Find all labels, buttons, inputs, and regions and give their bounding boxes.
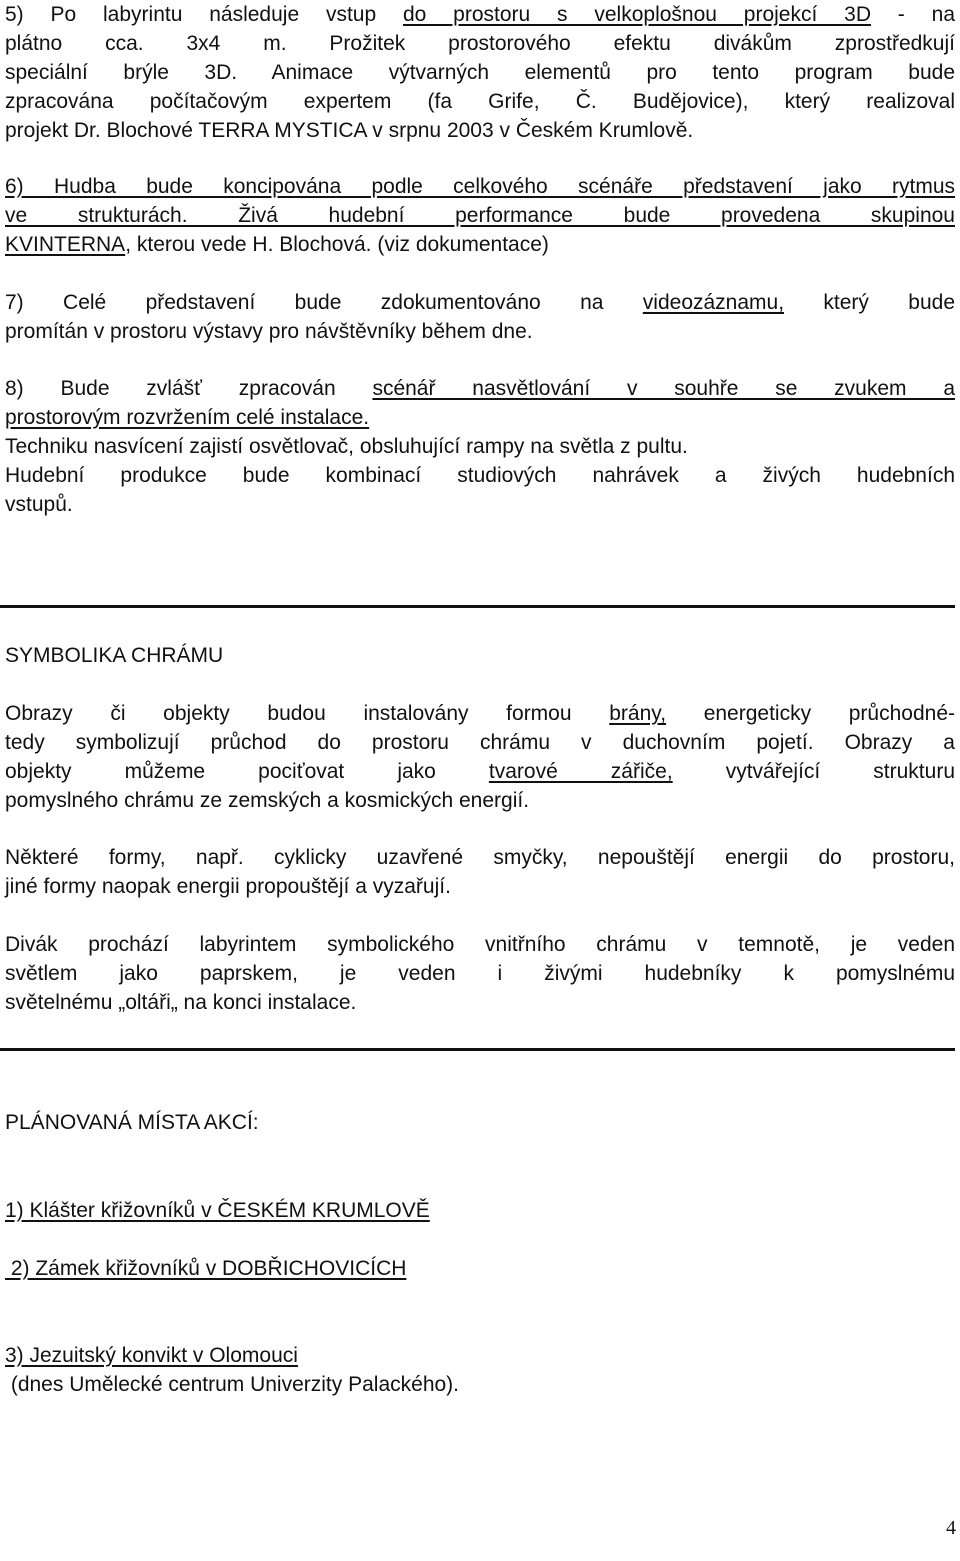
symbolika-p2-line1: Některé formy, např. cyklicky uzavřené smyčky, nepouštějí energii do prostoru,	[5, 846, 955, 869]
symbolika-p3-line1: Divák prochází labyrintem symbolického vnitřního chrámu v temnotě, je veden	[5, 933, 955, 956]
item5-line2: plátno cca. 3x4 m. Prožitek prostorového efektu divákům zprostředkují	[5, 32, 955, 55]
item6-line3: KVINTERNA, kterou vede H. Blochová. (viz dokumentace)	[5, 233, 549, 256]
symbolika-p1-line2: tedy symbolizují průchod do prostoru chrámu v duchovním pojetí. Obrazy a	[5, 731, 955, 754]
item6-line1: 6) Hudba bude koncipována podle celkového scénáře představení jako rytmus	[5, 175, 955, 198]
symbolika-p3-line3: světelnému „oltáři„ na konci instalace.	[5, 991, 357, 1014]
item7-line1: 7) Celé představení bude zdokumentováno na videozáznamu, který bude	[5, 291, 955, 314]
item6-line2: ve strukturách. Živá hudební performance bude provedena skupinou	[5, 204, 955, 227]
item8-line1: 8) Bude zvlášť zpracován scénář nasvětlování v souhře se zvukem a	[5, 377, 955, 400]
item5-line3: speciální brýle 3D. Animace výtvarných elementů pro tento program bude	[5, 61, 955, 84]
item7-line2: promítán v prostoru výstavy pro návštěvníky během dne.	[5, 320, 533, 343]
symbolika-heading: SYMBOLIKA CHRÁMU	[5, 644, 224, 667]
item8-line2: prostorovým rozvržením celé instalace.	[5, 406, 370, 429]
item8-line3: Techniku nasvícení zajistí osvětlovač, obsluhující rampy na světla z pultu.	[5, 435, 688, 458]
symbolika-p2-line2: jiné formy naopak energii propouštějí a vyzařují.	[5, 875, 451, 898]
section-divider-1	[0, 605, 955, 608]
item8-line4: Hudební produkce bude kombinací studiových nahrávek a živých hudebních	[5, 464, 955, 487]
item5-line4: zpracována počítačovým expertem (fa Grife, Č. Budějovice), který realizoval	[5, 90, 955, 113]
kvinterna-name: KVINTERNA	[5, 233, 126, 256]
places-heading: PLÁNOVANÁ MÍSTA AKCÍ:	[5, 1111, 259, 1134]
symbolika-p1-line1: Obrazy či objekty budou instalovány formou brány, energeticky průchodné-	[5, 702, 955, 725]
section-divider-2	[0, 1048, 955, 1051]
place-3: 3) Jezuitský konvikt v Olomouci	[5, 1344, 298, 1367]
place-3-note: (dnes Umělecké centrum Univerzity Palackého).	[5, 1373, 460, 1396]
symbolika-p1-line3: objekty můžeme pociťovat jako tvarové zářiče, vytvářející strukturu	[5, 760, 955, 783]
symbolika-p3-line2: světlem jako paprskem, je veden i živými hudebníky k pomyslnému	[5, 962, 955, 985]
place-1: 1) Klášter křižovníků v ČESKÉM KRUMLOVĚ	[5, 1199, 430, 1222]
item5-projection-link-text: do prostoru s velkoplošnou projekcí 3D	[402, 3, 871, 26]
symbolika-p1-line4: pomyslného chrámu ze zemských a kosmických energií.	[5, 789, 530, 812]
item8-line5: vstupů.	[5, 493, 73, 516]
page-number: 4	[946, 1517, 956, 1539]
item5-line5: projekt Dr. Blochové TERRA MYSTICA v srpnu 2003 v Českém Krumlově.	[5, 119, 694, 142]
item5-line1: 5) Po labyrintu následuje vstup do prostoru s velkoplošnou projekcí 3D - na	[5, 3, 955, 26]
place-2: 2) Zámek křižovníků v DOBŘICHOVICÍCH	[5, 1257, 407, 1280]
